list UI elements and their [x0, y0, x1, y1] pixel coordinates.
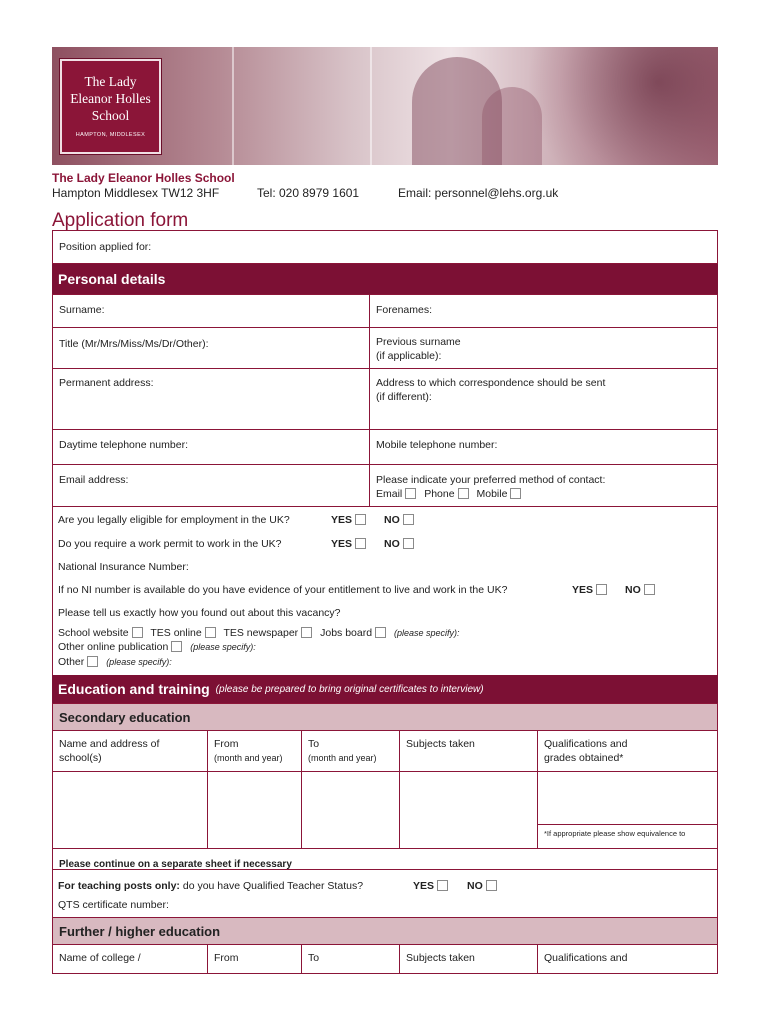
contact-email-checkbox[interactable]: [405, 488, 416, 499]
source-other-online-checkbox[interactable]: [171, 641, 182, 652]
source-other-checkbox[interactable]: [87, 656, 98, 667]
source-tes-newspaper-checkbox[interactable]: [301, 627, 312, 638]
title-field[interactable]: [52, 327, 370, 369]
permit-no-checkbox[interactable]: [403, 538, 414, 549]
uk-eligible-no-checkbox[interactable]: [403, 514, 414, 525]
position-label: Position applied for:: [59, 241, 152, 253]
qts-certificate-label: QTS certificate number:: [58, 899, 169, 911]
col-further-subjects: Subjects taken: [399, 944, 538, 974]
uk-eligibility-question: Are you legally eligible for employment in the UK?: [58, 514, 290, 526]
correspondence-address-field[interactable]: [369, 368, 718, 430]
banner-foliage: [518, 47, 718, 165]
contact-mobile-label: Mobile: [476, 488, 508, 500]
continue-note-box: [52, 848, 718, 870]
contact-phone-label: Phone: [424, 488, 455, 500]
qts-yes-checkbox[interactable]: [437, 880, 448, 891]
school-logo: The Lady Eleanor Holles School HAMPTON, MIDDLESEX: [60, 59, 161, 154]
title-label: Title (Mr/Mrs/Miss/Ms/Dr/Other):: [59, 338, 209, 350]
col-subjects: Subjects taken: [399, 730, 538, 772]
email-address-field[interactable]: [52, 464, 370, 507]
source-jobs-board-checkbox[interactable]: [375, 627, 386, 638]
education-header: Education and training (please be prepared to bring original certificates to interview): [52, 675, 718, 703]
no-ni-no-checkbox[interactable]: [644, 584, 655, 595]
continue-note: Please continue on a separate sheet if necessary: [59, 859, 292, 870]
col-further-to: To: [301, 944, 400, 974]
source-other: Other (please specify):: [58, 656, 172, 668]
permit-no: NO: [384, 538, 419, 550]
school-email: Email: personnel@lehs.org.uk: [398, 186, 559, 200]
page-title: Application form: [52, 210, 189, 231]
daytime-tel-field[interactable]: [52, 429, 370, 465]
mobile-tel-label: Mobile telephone number:: [376, 439, 498, 451]
permanent-address-field[interactable]: [52, 368, 370, 430]
work-permit-question: Do you require a work permit to work in the UK?: [58, 538, 282, 550]
source-school-website-checkbox[interactable]: [132, 627, 143, 638]
prev-surname-label: Previous surname: [376, 336, 461, 348]
contact-pref-label: Please indicate your preferred method of contact:: [376, 474, 606, 486]
contact-phone-checkbox[interactable]: [458, 488, 469, 499]
contact-email-label: Email: [376, 488, 403, 500]
uk-eligible-yes-checkbox[interactable]: [355, 514, 366, 525]
qts-yes: YES: [413, 880, 453, 892]
previous-surname-field[interactable]: [369, 327, 718, 369]
permit-yes-checkbox[interactable]: [355, 538, 366, 549]
uk-eligible-no: NO: [384, 514, 419, 526]
source-tes-online-checkbox[interactable]: [205, 627, 216, 638]
qts-no: NO: [467, 880, 502, 892]
col-from: From (month and year): [207, 730, 302, 772]
vacancy-source-question: Please tell us exactly how you found out about this vacancy?: [58, 607, 341, 619]
uk-eligible-yes: YES: [331, 514, 371, 526]
col-college-name: Name of college /: [52, 944, 208, 974]
forenames-label: Forenames:: [376, 304, 433, 316]
prev-surname-sub: (if applicable):: [376, 350, 442, 362]
ni-number-label: National Insurance Number:: [58, 561, 189, 573]
school-address: Hampton Middlesex TW12 3HF: [52, 186, 220, 200]
col-further-from: From: [207, 944, 302, 974]
personal-details-header: Personal details: [52, 264, 718, 294]
col-to: To (month and year): [301, 730, 400, 772]
perm-address-label: Permanent address:: [59, 377, 154, 389]
source-other-online: Other online publication (please specify):: [58, 641, 256, 653]
qualifications-input[interactable]: [537, 771, 718, 825]
to-date-input[interactable]: [301, 771, 400, 849]
corr-address-label: Address to which correspondence should be sent: [376, 377, 606, 389]
no-ni-yes-checkbox[interactable]: [596, 584, 607, 595]
col-qualifications: Qualifications and grades obtained*: [537, 730, 718, 772]
no-ni-question: If no NI number is available do you have evidence of your entitlement to live and work in the UK?: [58, 584, 508, 596]
no-ni-yes: YES: [572, 584, 612, 596]
school-name-input[interactable]: [52, 771, 208, 849]
surname-field[interactable]: [52, 294, 370, 328]
forenames-field[interactable]: [369, 294, 718, 328]
col-school-name: Name and address of school(s): [52, 730, 208, 772]
contact-mobile-checkbox[interactable]: [510, 488, 521, 499]
contact-preference: [369, 464, 718, 507]
equivalence-footnote: *If appropriate please show equivalence to: [537, 824, 718, 849]
surname-label: Surname:: [59, 304, 105, 316]
school-name: The Lady Eleanor Holles School: [52, 171, 235, 185]
school-tel: Tel: 020 8979 1601: [257, 186, 360, 200]
position-field[interactable]: [52, 230, 718, 264]
no-ni-no: NO: [625, 584, 660, 596]
from-date-input[interactable]: [207, 771, 302, 849]
col-further-qualifications: Qualifications and: [537, 944, 718, 974]
vacancy-source-options: School website TES online TES newspaper Jobs board (please specify):: [58, 627, 460, 639]
corr-address-sub: (if different):: [376, 391, 432, 403]
mobile-tel-field[interactable]: [369, 429, 718, 465]
daytime-tel-label: Daytime telephone number:: [59, 439, 188, 451]
qts-no-checkbox[interactable]: [486, 880, 497, 891]
subjects-input[interactable]: [399, 771, 538, 849]
banner-window-pane: [232, 47, 372, 165]
further-education-header: Further / higher education: [52, 917, 718, 945]
qts-question: For teaching posts only: do you have Qualified Teacher Status?: [58, 880, 364, 892]
email-label: Email address:: [59, 474, 129, 486]
permit-yes: YES: [331, 538, 371, 550]
secondary-education-header: Secondary education: [52, 703, 718, 731]
